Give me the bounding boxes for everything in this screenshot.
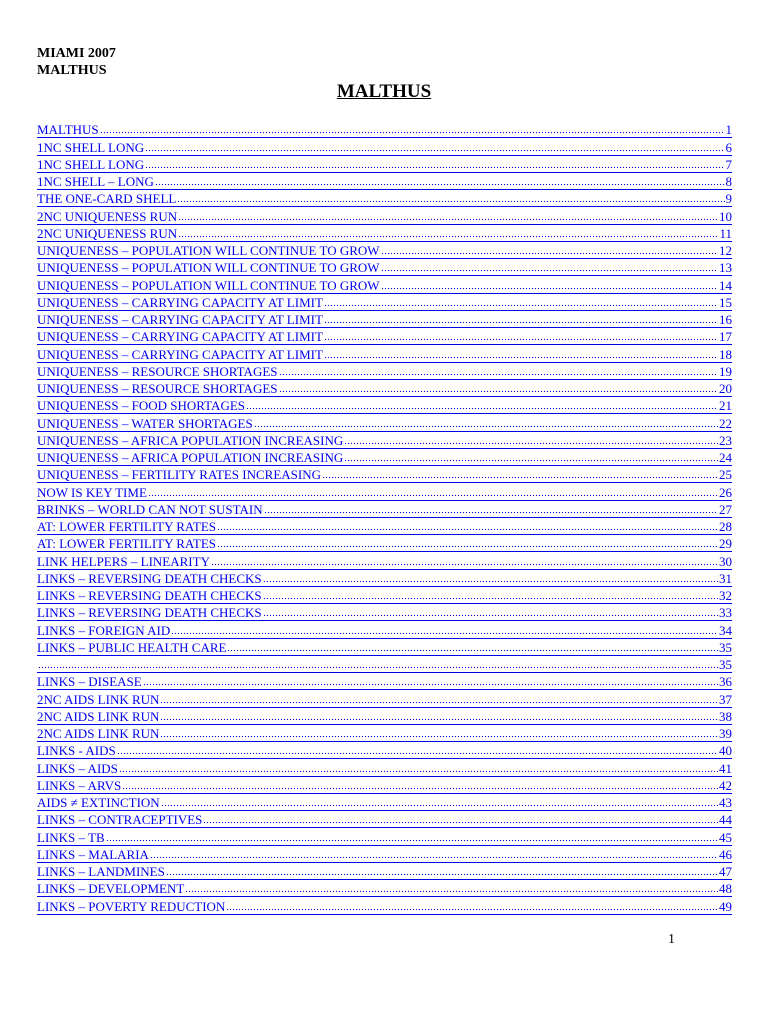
- toc-entry-label[interactable]: AIDS ≠ EXTINCTION: [37, 795, 160, 810]
- toc-entry[interactable]: [37, 570, 732, 587]
- toc-entry-page[interactable]: 33: [719, 605, 732, 621]
- toc-dot-leader: [100, 131, 725, 134]
- toc-dot-leader: [155, 183, 725, 186]
- toc-entry[interactable]: [37, 259, 732, 276]
- toc-entry-page[interactable]: 22: [719, 415, 732, 431]
- toc-entry-page[interactable]: 12: [719, 243, 732, 258]
- document-title: MALTHUS: [336, 81, 432, 102]
- toc-dot-leader: [122, 787, 718, 790]
- toc-entry[interactable]: [37, 225, 732, 242]
- toc-entry-page[interactable]: 18: [719, 346, 732, 362]
- toc-entry-label[interactable]: LINKS – REVERSING DEATH CHECKS: [37, 570, 262, 586]
- toc-entry-page[interactable]: 26: [719, 484, 732, 500]
- header-line-2: MALTHUS: [37, 63, 107, 78]
- toc-entry-page[interactable]: 24: [719, 450, 732, 465]
- toc-entry[interactable]: [37, 328, 732, 345]
- toc-dot-leader: [263, 597, 718, 600]
- toc-entry[interactable]: [37, 483, 732, 500]
- toc-entry[interactable]: [37, 190, 732, 207]
- toc-entry[interactable]: [37, 742, 732, 759]
- toc-entry-label[interactable]: LINKS – ARVS: [37, 777, 122, 793]
- toc-entry[interactable]: [37, 535, 732, 552]
- toc-entry-page[interactable]: 45: [719, 829, 732, 845]
- toc-entry-page[interactable]: 7: [725, 156, 732, 172]
- toc-entry-label[interactable]: LINKS – LANDMINES: [37, 864, 165, 879]
- toc-entry[interactable]: [37, 156, 732, 173]
- toc-entry-page[interactable]: 40: [719, 743, 732, 759]
- toc-entry[interactable]: [37, 863, 732, 880]
- table-of-contents: [37, 121, 732, 915]
- toc-entry-label[interactable]: LINKS – FOREIGN AID: [37, 622, 171, 638]
- toc-entry-label[interactable]: 2NC AIDS LINK RUN: [37, 691, 160, 707]
- toc-entry-page[interactable]: 34: [719, 622, 732, 638]
- toc-entry[interactable]: [37, 880, 732, 897]
- toc-entry-label[interactable]: LINKS – TB: [37, 829, 105, 845]
- toc-entry-page[interactable]: 13: [719, 260, 732, 276]
- toc-entry-label[interactable]: MALTHUS: [37, 122, 99, 138]
- toc-entry[interactable]: [37, 759, 732, 776]
- toc-entry-page[interactable]: 49: [719, 898, 732, 914]
- toc-entry-page[interactable]: 27: [719, 501, 732, 517]
- toc-entry[interactable]: [37, 587, 732, 604]
- toc-dot-leader: [324, 304, 718, 307]
- toc-entry-label[interactable]: UNIQUENESS – POPULATION WILL CONTINUE TO GROW: [37, 277, 380, 293]
- toc-entry[interactable]: [37, 345, 732, 362]
- toc-entry-label[interactable]: LINKS – CONTRACEPTIVES: [37, 812, 203, 828]
- toc-dot-leader: [145, 166, 724, 169]
- toc-entry[interactable]: [37, 846, 732, 863]
- toc-entry-label[interactable]: 1NC SHELL – LONG: [37, 174, 154, 189]
- toc-entry[interactable]: [37, 121, 732, 138]
- toc-dot-leader: [106, 839, 718, 842]
- toc-entry-label[interactable]: UNIQUENESS – FERTILITY RATES INCREASING: [37, 467, 322, 483]
- toc-dot-leader: [324, 321, 718, 324]
- toc-entry[interactable]: [37, 811, 732, 828]
- toc-dot-leader: [324, 356, 718, 359]
- toc-dot-leader: [119, 770, 718, 773]
- toc-dot-leader: [246, 407, 718, 410]
- toc-dot-leader: [263, 614, 718, 617]
- header-line-1: MIAMI 2007: [37, 46, 116, 61]
- toc-dot-leader: [38, 666, 718, 669]
- toc-dot-leader: [381, 287, 718, 290]
- toc-entry[interactable]: [37, 414, 732, 431]
- toc-dot-leader: [279, 373, 718, 376]
- toc-entry-label[interactable]: 2NC AIDS LINK RUN: [37, 708, 160, 724]
- toc-entry-label[interactable]: AT: LOWER FERTILITY RATES: [37, 519, 216, 534]
- toc-entry-page[interactable]: 44: [719, 812, 732, 828]
- toc-entry[interactable]: [37, 794, 732, 811]
- toc-entry[interactable]: [37, 173, 732, 190]
- toc-dot-leader: [211, 563, 718, 566]
- toc-entry-label[interactable]: LINKS – AIDS: [37, 760, 118, 776]
- toc-dot-leader: [178, 218, 718, 221]
- toc-dot-leader: [177, 200, 724, 203]
- toc-dot-leader: [381, 252, 718, 255]
- toc-entry-page[interactable]: 11: [719, 225, 732, 241]
- toc-entry-page[interactable]: 9: [725, 191, 732, 207]
- toc-entry-label[interactable]: UNIQUENESS – AFRICA POPULATION INCREASING: [37, 450, 344, 465]
- toc-entry-page[interactable]: 16: [719, 312, 732, 327]
- toc-dot-leader: [150, 856, 718, 859]
- toc-entry-label[interactable]: UNIQUENESS – WATER SHORTAGES: [37, 415, 253, 431]
- toc-dot-leader: [185, 890, 718, 893]
- toc-entry-page[interactable]: 35: [719, 657, 732, 672]
- document-header: [37, 45, 116, 79]
- toc-entry-page[interactable]: 21: [719, 398, 732, 414]
- toc-entry-page[interactable]: 20: [719, 381, 732, 396]
- toc-dot-leader: [264, 511, 718, 514]
- toc-entry-label[interactable]: AT: LOWER FERTILITY RATES: [37, 536, 216, 552]
- toc-entry[interactable]: [37, 276, 732, 293]
- toc-entry-label[interactable]: UNIQUENESS – CARRYING CAPACITY AT LIMIT: [37, 329, 323, 345]
- toc-dot-leader: [381, 269, 718, 272]
- toc-entry[interactable]: [37, 449, 732, 466]
- toc-entry-page[interactable]: 38: [719, 708, 732, 724]
- toc-entry-page[interactable]: 41: [719, 760, 732, 776]
- toc-entry-page[interactable]: 31: [719, 570, 732, 586]
- toc-dot-leader: [161, 804, 718, 807]
- toc-entry-label[interactable]: LINK HELPERS – LINEARITY: [37, 553, 210, 569]
- toc-entry-label[interactable]: LINKS – MALARIA: [37, 846, 149, 862]
- toc-dot-leader: [166, 873, 718, 876]
- toc-entry-label[interactable]: NOW IS KEY TIME: [37, 484, 147, 500]
- toc-dot-leader: [160, 735, 718, 738]
- toc-dot-leader: [263, 580, 718, 583]
- toc-entry-label[interactable]: UNIQUENESS – POPULATION WILL CONTINUE TO GROW: [37, 243, 380, 258]
- toc-entry-label[interactable]: THE ONE-CARD SHELL: [37, 191, 177, 207]
- toc-entry-page[interactable]: 25: [719, 467, 732, 483]
- toc-entry-label[interactable]: UNIQUENESS – CARRYING CAPACITY AT LIMIT: [37, 312, 323, 327]
- toc-entry[interactable]: [37, 138, 732, 155]
- toc-entry[interactable]: [37, 725, 732, 742]
- toc-dot-leader: [178, 235, 718, 238]
- toc-entry-page[interactable]: 14: [719, 277, 732, 293]
- toc-entry-page[interactable]: 30: [719, 553, 732, 569]
- toc-entry-page[interactable]: 46: [719, 846, 732, 862]
- toc-entry-label[interactable]: LINKS – REVERSING DEATH CHECKS: [37, 605, 262, 621]
- toc-entry-label[interactable]: UNIQUENESS – RESOURCE SHORTAGES: [37, 363, 278, 379]
- toc-dot-leader: [322, 476, 718, 479]
- toc-dot-leader: [160, 701, 718, 704]
- toc-entry-label[interactable]: BRINKS – WORLD CAN NOT SUSTAIN: [37, 501, 263, 517]
- toc-entry-label[interactable]: 1NC SHELL LONG: [37, 156, 145, 172]
- toc-entry[interactable]: [37, 518, 732, 535]
- toc-entry-page[interactable]: 39: [719, 726, 732, 741]
- toc-dot-leader: [324, 338, 718, 341]
- toc-entry-label[interactable]: UNIQUENESS – CARRYING CAPACITY AT LIMIT: [37, 294, 323, 310]
- toc-entry[interactable]: [37, 604, 732, 621]
- toc-entry[interactable]: [37, 397, 732, 414]
- toc-dot-leader: [226, 908, 718, 911]
- toc-entry[interactable]: [37, 777, 732, 794]
- toc-entry-page[interactable]: 47: [719, 864, 732, 879]
- toc-entry-label[interactable]: LINKS – PUBLIC HEALTH CARE: [37, 639, 227, 655]
- toc-entry[interactable]: [37, 656, 732, 673]
- toc-entry-label[interactable]: UNIQUENESS – AFRICA POPULATION INCREASING: [37, 432, 344, 448]
- toc-dot-leader: [217, 528, 718, 531]
- toc-entry-label[interactable]: 1NC SHELL LONG: [37, 139, 145, 155]
- toc-entry[interactable]: [37, 380, 732, 397]
- toc-entry-page[interactable]: 1: [725, 122, 732, 138]
- toc-entry-label[interactable]: UNIQUENESS – RESOURCE SHORTAGES: [37, 381, 278, 396]
- toc-entry-page[interactable]: 35: [719, 639, 732, 655]
- toc-entry-label[interactable]: UNIQUENESS – FOOD SHORTAGES: [37, 398, 245, 414]
- toc-entry[interactable]: [37, 207, 732, 224]
- toc-entry-page[interactable]: 10: [719, 208, 732, 224]
- toc-dot-leader: [227, 649, 718, 652]
- toc-entry[interactable]: [37, 363, 732, 380]
- toc-entry-page[interactable]: 15: [719, 294, 732, 310]
- toc-entry-label[interactable]: UNIQUENESS – POPULATION WILL CONTINUE TO GROW: [37, 260, 380, 276]
- toc-entry[interactable]: [37, 690, 732, 707]
- toc-entry-page[interactable]: 6: [725, 139, 732, 155]
- toc-entry[interactable]: [37, 432, 732, 449]
- toc-entry-label[interactable]: 2NC AIDS LINK RUN: [37, 726, 160, 741]
- toc-entry-label[interactable]: LINKS – REVERSING DEATH CHECKS: [37, 588, 262, 603]
- toc-entry[interactable]: [37, 621, 732, 638]
- toc-entry-page[interactable]: 8: [725, 174, 732, 189]
- toc-dot-leader: [344, 442, 718, 445]
- toc-entry-label[interactable]: LINKS – POVERTY REDUCTION: [37, 898, 226, 914]
- toc-entry-label[interactable]: LINKS - AIDS: [37, 743, 116, 759]
- toc-entry[interactable]: [37, 501, 732, 518]
- toc-entry[interactable]: [37, 828, 732, 845]
- toc-entry-page[interactable]: 32: [719, 588, 732, 603]
- toc-entry-label[interactable]: LINKS – DEVELOPMENT: [37, 881, 185, 897]
- toc-dot-leader: [117, 752, 718, 755]
- page-number: 1: [668, 932, 675, 947]
- toc-entry-page[interactable]: 17: [719, 329, 732, 345]
- toc-dot-leader: [148, 494, 718, 497]
- toc-dot-leader: [254, 425, 718, 428]
- toc-entry-label[interactable]: UNIQUENESS – CARRYING CAPACITY AT LIMIT: [37, 346, 323, 362]
- toc-entry[interactable]: [37, 708, 732, 725]
- toc-dot-leader: [279, 390, 718, 393]
- toc-entry-page[interactable]: 48: [719, 881, 732, 897]
- toc-entry[interactable]: [37, 311, 732, 328]
- toc-entry[interactable]: [37, 897, 732, 914]
- toc-entry-page[interactable]: 36: [719, 674, 732, 690]
- toc-dot-leader: [217, 545, 718, 548]
- toc-entry[interactable]: [37, 552, 732, 569]
- toc-entry-page[interactable]: 28: [719, 519, 732, 534]
- toc-entry-page[interactable]: 23: [719, 432, 732, 448]
- toc-entry-page[interactable]: 29: [719, 536, 732, 552]
- toc-dot-leader: [203, 821, 718, 824]
- toc-entry[interactable]: [37, 242, 732, 259]
- toc-entry-page[interactable]: 37: [719, 691, 732, 707]
- toc-entry-label[interactable]: 2NC UNIQUENESS RUN: [37, 225, 178, 241]
- toc-dot-leader: [143, 683, 718, 686]
- toc-dot-leader: [145, 149, 724, 152]
- toc-entry[interactable]: [37, 466, 732, 483]
- toc-entry[interactable]: [37, 673, 732, 690]
- toc-entry-label[interactable]: LINKS – DISEASE: [37, 674, 142, 690]
- toc-entry-page[interactable]: 43: [719, 795, 732, 810]
- toc-entry[interactable]: [37, 639, 732, 656]
- toc-entry[interactable]: [37, 294, 732, 311]
- toc-entry-page[interactable]: 42: [719, 777, 732, 793]
- toc-entry-page[interactable]: 19: [719, 363, 732, 379]
- toc-dot-leader: [171, 632, 718, 635]
- toc-dot-leader: [160, 718, 718, 721]
- toc-dot-leader: [344, 459, 718, 462]
- toc-entry-label[interactable]: 2NC UNIQUENESS RUN: [37, 208, 178, 224]
